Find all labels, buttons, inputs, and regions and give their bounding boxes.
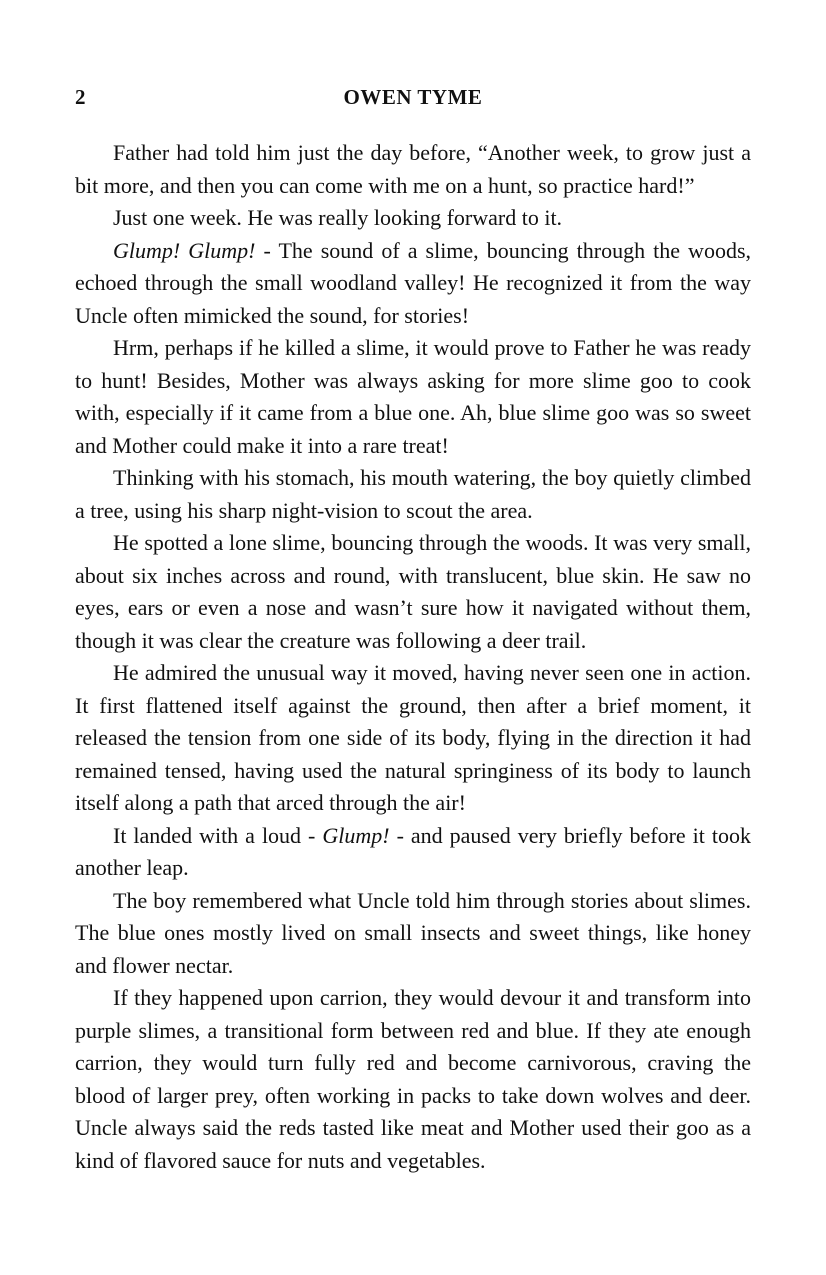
sound-effect-italic: Glump! Glump! [113,237,256,263]
paragraph: Thinking with his stomach, his mouth watering, the boy quietly climbed a tree, using his sharp night-vision to scout the area. [75,465,751,523]
page-number: 2 [75,85,86,109]
paragraph: He spotted a lone slime, bouncing through the woods. It was very small, about six inches across and round, with translucent, blue skin. He saw no eyes, ears or even a nose and wasn’t sure how it navigated without them, though it was clear the creature was following a deer trail. [75,530,751,653]
paragraph: Hrm, perhaps if he killed a slime, it would prove to Father he was ready to hunt! Besides, Mother was always asking for more slime goo to cook with, especially if it came from a blue one. Ah, blue slime goo was so sweet and Mother could make it into a rare treat! [75,335,751,458]
body-text [75,137,751,1177]
paragraph: Father had told him just the day before, “Another week, to grow just a bit more, and then you can come with me on a hunt, so practice hard!” [75,140,751,198]
sound-effect-italic: Glump! [322,822,390,848]
paragraph: It landed with a loud - Glump! - and paused very briefly before it took another leap. [75,822,751,880]
paragraph: The boy remembered what Uncle told him through stories about slimes. The blue ones mostly lived on small insects and sweet things, like honey and flower nectar. [75,887,751,978]
paragraph: He admired the unusual way it moved, having never seen one in action. It first flattened itself against the ground, then after a brief moment, it released the tension from one side of its body, flying in the direction it had remained tensed, having used the natural springiness of its body to launch itself along a path that arced through the air! [75,660,751,815]
paragraph: Glump! Glump! - The sound of a slime, bouncing through the woods, echoed through the small woodland valley! He recognized it from the way Uncle often mimicked the sound, for stories! [75,237,751,328]
paragraph: Just one week. He was really looking forward to it. [113,205,563,230]
running-head: OWEN TYME [343,85,483,109]
page-header [75,83,751,111]
paragraph: If they happened upon carrion, they would devour it and transform into purple slimes, a transitional form between red and blue. If they ate enough carrion, they would turn fully red and become carnivorous, craving the blood of larger prey, often working in packs to take down wolves and deer. Uncle always said the reds tasted like meat and Mother used their goo as a kind of flavored sauce for nuts and vegetables. [75,985,751,1173]
